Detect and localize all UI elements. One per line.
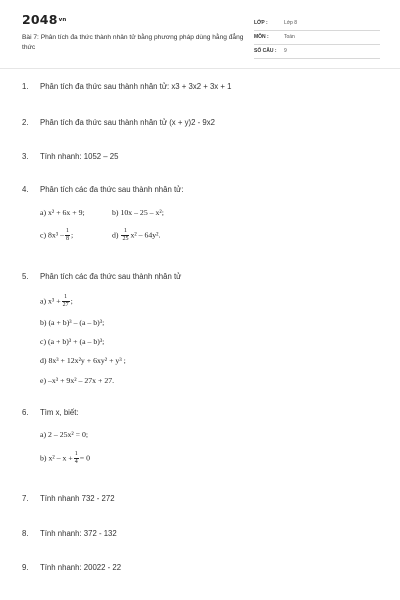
fraction-denominator: 8: [66, 236, 69, 242]
q4d-lead: d): [112, 230, 119, 240]
q6b-lead: b) x² – x +: [40, 453, 73, 463]
question-text: Phân tích các đa thức sau thành nhân tử: [40, 272, 182, 281]
question-number: 3.: [22, 152, 29, 161]
question-3: [0, 152, 400, 161]
meta-subject: [254, 31, 380, 45]
question-text: Tìm x, biết:: [40, 408, 79, 417]
logo-text: 2048: [22, 12, 58, 27]
lesson-title: Bài 7: Phân tích đa thức thành nhân tử bằng phương pháp dùng hằng đẳng thức: [22, 34, 244, 51]
question-9: [0, 563, 400, 572]
q5a-lead: a) x³ +: [40, 296, 61, 306]
q5-item-a: [40, 294, 73, 309]
q5-item-d: d) 8x³ + 12x²y + 6xy² + y³ ;: [40, 356, 126, 365]
q4-item-a: a) x² + 6x + 9;: [40, 208, 85, 217]
question-number: 4.: [22, 185, 29, 194]
meta-grade-value: Lớp 8: [284, 20, 298, 26]
question-number: 2.: [22, 118, 29, 127]
fraction-numerator: 1: [74, 451, 78, 457]
fraction-numerator: 1: [62, 294, 70, 302]
worksheet-header: [0, 0, 400, 69]
question-4: [0, 185, 400, 194]
question-number: 7.: [22, 494, 29, 503]
meta-subject-key: MÔN :: [254, 34, 269, 40]
question-7: [0, 494, 400, 503]
question-number: 5.: [22, 272, 29, 281]
question-text: Tính nhanh: 20022 - 22: [40, 563, 122, 572]
q5-item-e: e) –x³ + 9x² – 27x + 27.: [40, 376, 115, 385]
q6-item-a: a) 2 – 25x² = 0;: [40, 430, 89, 439]
q4c-fraction: [65, 228, 70, 243]
q5-item-c: c) (a + b)³ + (a – b)³;: [40, 337, 105, 346]
meta-grade: [254, 17, 380, 31]
question-1: [0, 82, 400, 91]
q4c-lead: c) 8x³ –: [40, 230, 64, 240]
logo-suffix: vn: [58, 17, 67, 23]
q5-item-b: b) (a + b)³ – (a – b)³;: [40, 318, 105, 327]
q5a-tail: ;: [70, 296, 73, 306]
question-text: Tính nhanh: 372 - 132: [40, 529, 117, 538]
question-text: Tính nhanh: 1052 – 25: [40, 152, 119, 161]
q4d-tail: x² – 64y².: [130, 230, 161, 240]
meta-grade-key: LỚP :: [254, 20, 268, 26]
question-8: [0, 529, 400, 538]
q6-item-b: [40, 451, 90, 466]
q4d-fraction: [121, 228, 129, 243]
fraction-numerator: 1: [121, 228, 129, 236]
question-text: Tính nhanh 732 - 272: [40, 494, 115, 503]
meta-question-count: [254, 45, 380, 59]
question-number: 9.: [22, 563, 29, 572]
question-text: Phân tích các đa thức sau thành nhân tử:: [40, 185, 184, 194]
question-number: 8.: [22, 529, 29, 538]
q4c-tail: ;: [71, 230, 74, 240]
q4-item-b: b) 10x – 25 – x²;: [112, 208, 164, 217]
question-text: Phân tích đa thức sau thành nhân tử (x + y)2 - 9x2: [40, 118, 215, 127]
fraction-denominator: 25: [122, 236, 129, 242]
site-logo[interactable]: [22, 12, 67, 27]
question-2: [0, 118, 400, 127]
q5a-fraction: [62, 294, 70, 309]
q4-item-d: [112, 228, 160, 243]
meta-count-value: 9: [284, 48, 287, 54]
fraction-numerator: 1: [66, 228, 69, 234]
q6b-fraction: [74, 451, 79, 466]
meta-count-key: SỐ CÂU :: [254, 48, 277, 54]
meta-subject-value: Toán: [284, 34, 295, 40]
question-number: 1.: [22, 82, 29, 91]
fraction-denominator: 27: [62, 302, 69, 308]
question-text: Phân tích đa thức sau thành nhân tử: x3 + 3x2 + 3x + 1: [40, 82, 232, 91]
fraction-denominator: 4: [74, 459, 78, 465]
q4-item-c: [40, 228, 73, 243]
q6b-tail: = 0: [79, 453, 90, 463]
question-number: 6.: [22, 408, 29, 417]
question-6: [0, 408, 400, 417]
question-5: [0, 272, 400, 281]
